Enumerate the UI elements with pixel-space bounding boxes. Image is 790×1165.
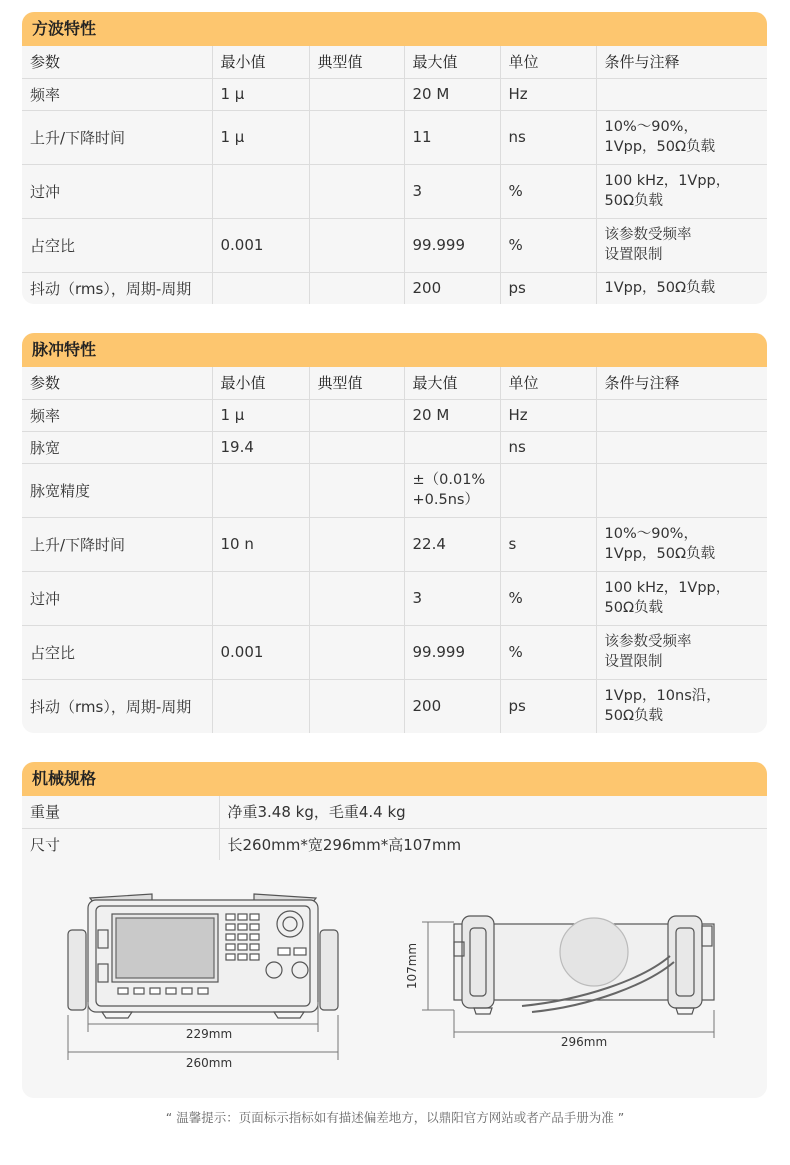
column-header: 条件与注释 xyxy=(596,367,767,399)
table-cell xyxy=(596,399,767,431)
table-row xyxy=(22,399,767,431)
column-header: 单位 xyxy=(500,46,596,78)
table-cell: 10 n xyxy=(212,517,309,571)
table-cell: 10%～90%， 1Vpp，50Ω负载 xyxy=(596,517,767,571)
table-cell xyxy=(212,272,309,304)
mechanical-section xyxy=(22,762,767,860)
square-wave-table xyxy=(22,46,767,304)
table-cell: 1Vpp，50Ω负载 xyxy=(604,280,716,297)
table-row xyxy=(22,164,767,218)
table-cell: 0.001 xyxy=(212,625,309,679)
header-row xyxy=(22,46,767,78)
table-cell xyxy=(309,463,404,517)
table-cell: % xyxy=(500,571,596,625)
table-cell xyxy=(309,218,404,272)
column-header: 最大值 xyxy=(404,367,500,399)
table-cell: 占空比 xyxy=(22,625,212,679)
table-cell: 99.999 xyxy=(404,218,500,272)
table-cell xyxy=(309,78,404,110)
table-cell: s xyxy=(500,517,596,571)
table-cell: Hz xyxy=(500,399,596,431)
table-cell xyxy=(212,463,309,517)
table-cell xyxy=(309,272,404,304)
table-cell: 0.001 xyxy=(212,218,309,272)
footer-note: “ 温馨提示：页面标示指标如有描述偏差地方，以鼎阳官方网站或者产品手册为准 ” xyxy=(165,1110,625,1125)
table-cell xyxy=(596,78,767,110)
table-cell: 该参数受频率 设置限制 xyxy=(596,625,767,679)
table-cell: ns xyxy=(500,431,596,463)
table-row xyxy=(22,431,767,463)
table-row xyxy=(22,625,767,679)
dimension-drawings xyxy=(22,860,767,1098)
table-cell xyxy=(212,679,309,733)
pulse-table xyxy=(22,367,767,733)
table-cell: 1 μ xyxy=(212,399,309,431)
table-cell xyxy=(500,463,596,517)
table-cell: % xyxy=(500,164,596,218)
table-cell xyxy=(596,431,767,463)
table-row xyxy=(22,517,767,571)
table-cell: 200 xyxy=(404,679,500,733)
column-header: 最小值 xyxy=(212,367,309,399)
table-cell: 脉宽 xyxy=(22,431,212,463)
table-cell: 重量 xyxy=(22,796,219,828)
table-cell: % xyxy=(500,625,596,679)
table-cell: 该参数受频率 设置限制 xyxy=(596,218,767,272)
table-cell: 19.4 xyxy=(212,431,309,463)
section-title: 脉冲特性 xyxy=(22,333,767,367)
table-row xyxy=(22,272,767,304)
column-header: 参数 xyxy=(22,367,212,399)
table-cell xyxy=(309,164,404,218)
mechanical-table xyxy=(22,796,767,860)
instrument-drawings xyxy=(22,860,767,1098)
table-row xyxy=(22,571,767,625)
table-row xyxy=(22,110,767,164)
table-cell: 过冲 xyxy=(22,571,212,625)
table-row xyxy=(22,463,767,517)
table-cell: 1 μ xyxy=(212,110,309,164)
table-cell xyxy=(309,679,404,733)
header-row xyxy=(22,367,767,399)
side-height-label: 107mm xyxy=(405,942,419,990)
table-cell: 过冲 xyxy=(22,164,212,218)
table-cell xyxy=(212,571,309,625)
pulse-section xyxy=(22,333,767,733)
square-wave-section xyxy=(22,12,767,304)
section-title: 机械规格 xyxy=(22,762,767,796)
table-cell: 频率 xyxy=(22,78,212,110)
front-inner-width-label: 229mm xyxy=(185,1027,233,1041)
table-cell: 脉宽精度 xyxy=(22,463,212,517)
table-cell: ns xyxy=(500,110,596,164)
table-cell: 频率 xyxy=(22,399,212,431)
column-header: 最小值 xyxy=(212,46,309,78)
table-cell xyxy=(309,399,404,431)
table-cell: % xyxy=(500,218,596,272)
table-cell: 3 xyxy=(404,571,500,625)
section-title: 方波特性 xyxy=(22,12,767,46)
table-cell xyxy=(309,571,404,625)
table-cell: 上升/下降时间 xyxy=(22,517,212,571)
table-cell: 占空比 xyxy=(22,218,212,272)
table-cell: 100 kHz，1Vpp， 50Ω负载 xyxy=(596,571,767,625)
column-header: 典型值 xyxy=(309,367,404,399)
table-cell: 20 M xyxy=(404,78,500,110)
column-header: 典型值 xyxy=(309,46,404,78)
table-cell: 上升/下降时间 xyxy=(22,110,212,164)
column-header: 最大值 xyxy=(404,46,500,78)
table-cell: 200 xyxy=(404,272,500,304)
table-cell: 1 μ xyxy=(212,78,309,110)
table-cell: ps xyxy=(500,679,596,733)
column-header: 参数 xyxy=(22,46,212,78)
table-cell: 抖动（rms），周期-周期 xyxy=(22,272,212,304)
table-cell xyxy=(596,463,767,517)
table-cell: 22.4 xyxy=(404,517,500,571)
table-cell: 长260mm*宽296mm*高107mm xyxy=(227,835,462,854)
column-header: 条件与注释 xyxy=(596,46,767,78)
table-cell: 11 xyxy=(404,110,500,164)
table-cell: 20 M xyxy=(404,399,500,431)
table-cell xyxy=(309,110,404,164)
table-cell: 10%～90%， 1Vpp，50Ω负载 xyxy=(596,110,767,164)
front-view-drawing xyxy=(68,894,338,1018)
table-cell: 1Vpp，10ns沿， 50Ω负载 xyxy=(604,688,721,725)
side-depth-label: 296mm xyxy=(560,1035,608,1049)
table-cell: ps xyxy=(500,272,596,304)
table-row xyxy=(22,78,767,110)
table-cell: 3 xyxy=(404,164,500,218)
table-cell: 100 kHz，1Vpp， 50Ω负载 xyxy=(596,164,767,218)
table-row xyxy=(22,218,767,272)
table-cell xyxy=(309,625,404,679)
table-cell: 净重3.48 kg，毛重4.4 kg xyxy=(219,796,767,828)
table-cell: Hz xyxy=(500,78,596,110)
column-header: 单位 xyxy=(500,367,596,399)
front-outer-width-label: 260mm xyxy=(185,1056,233,1070)
side-view-drawing xyxy=(454,916,714,1014)
table-cell: 尺寸 xyxy=(22,828,219,860)
table-cell xyxy=(309,431,404,463)
table-cell xyxy=(404,431,500,463)
table-row xyxy=(22,679,767,733)
table-row xyxy=(22,828,767,860)
table-cell xyxy=(309,517,404,571)
table-cell xyxy=(212,164,309,218)
table-cell: 99.999 xyxy=(404,625,500,679)
table-row xyxy=(22,796,767,828)
table-cell: ±（0.01% +0.5ns） xyxy=(404,463,500,517)
table-cell: 抖动（rms），周期-周期 xyxy=(22,679,212,733)
